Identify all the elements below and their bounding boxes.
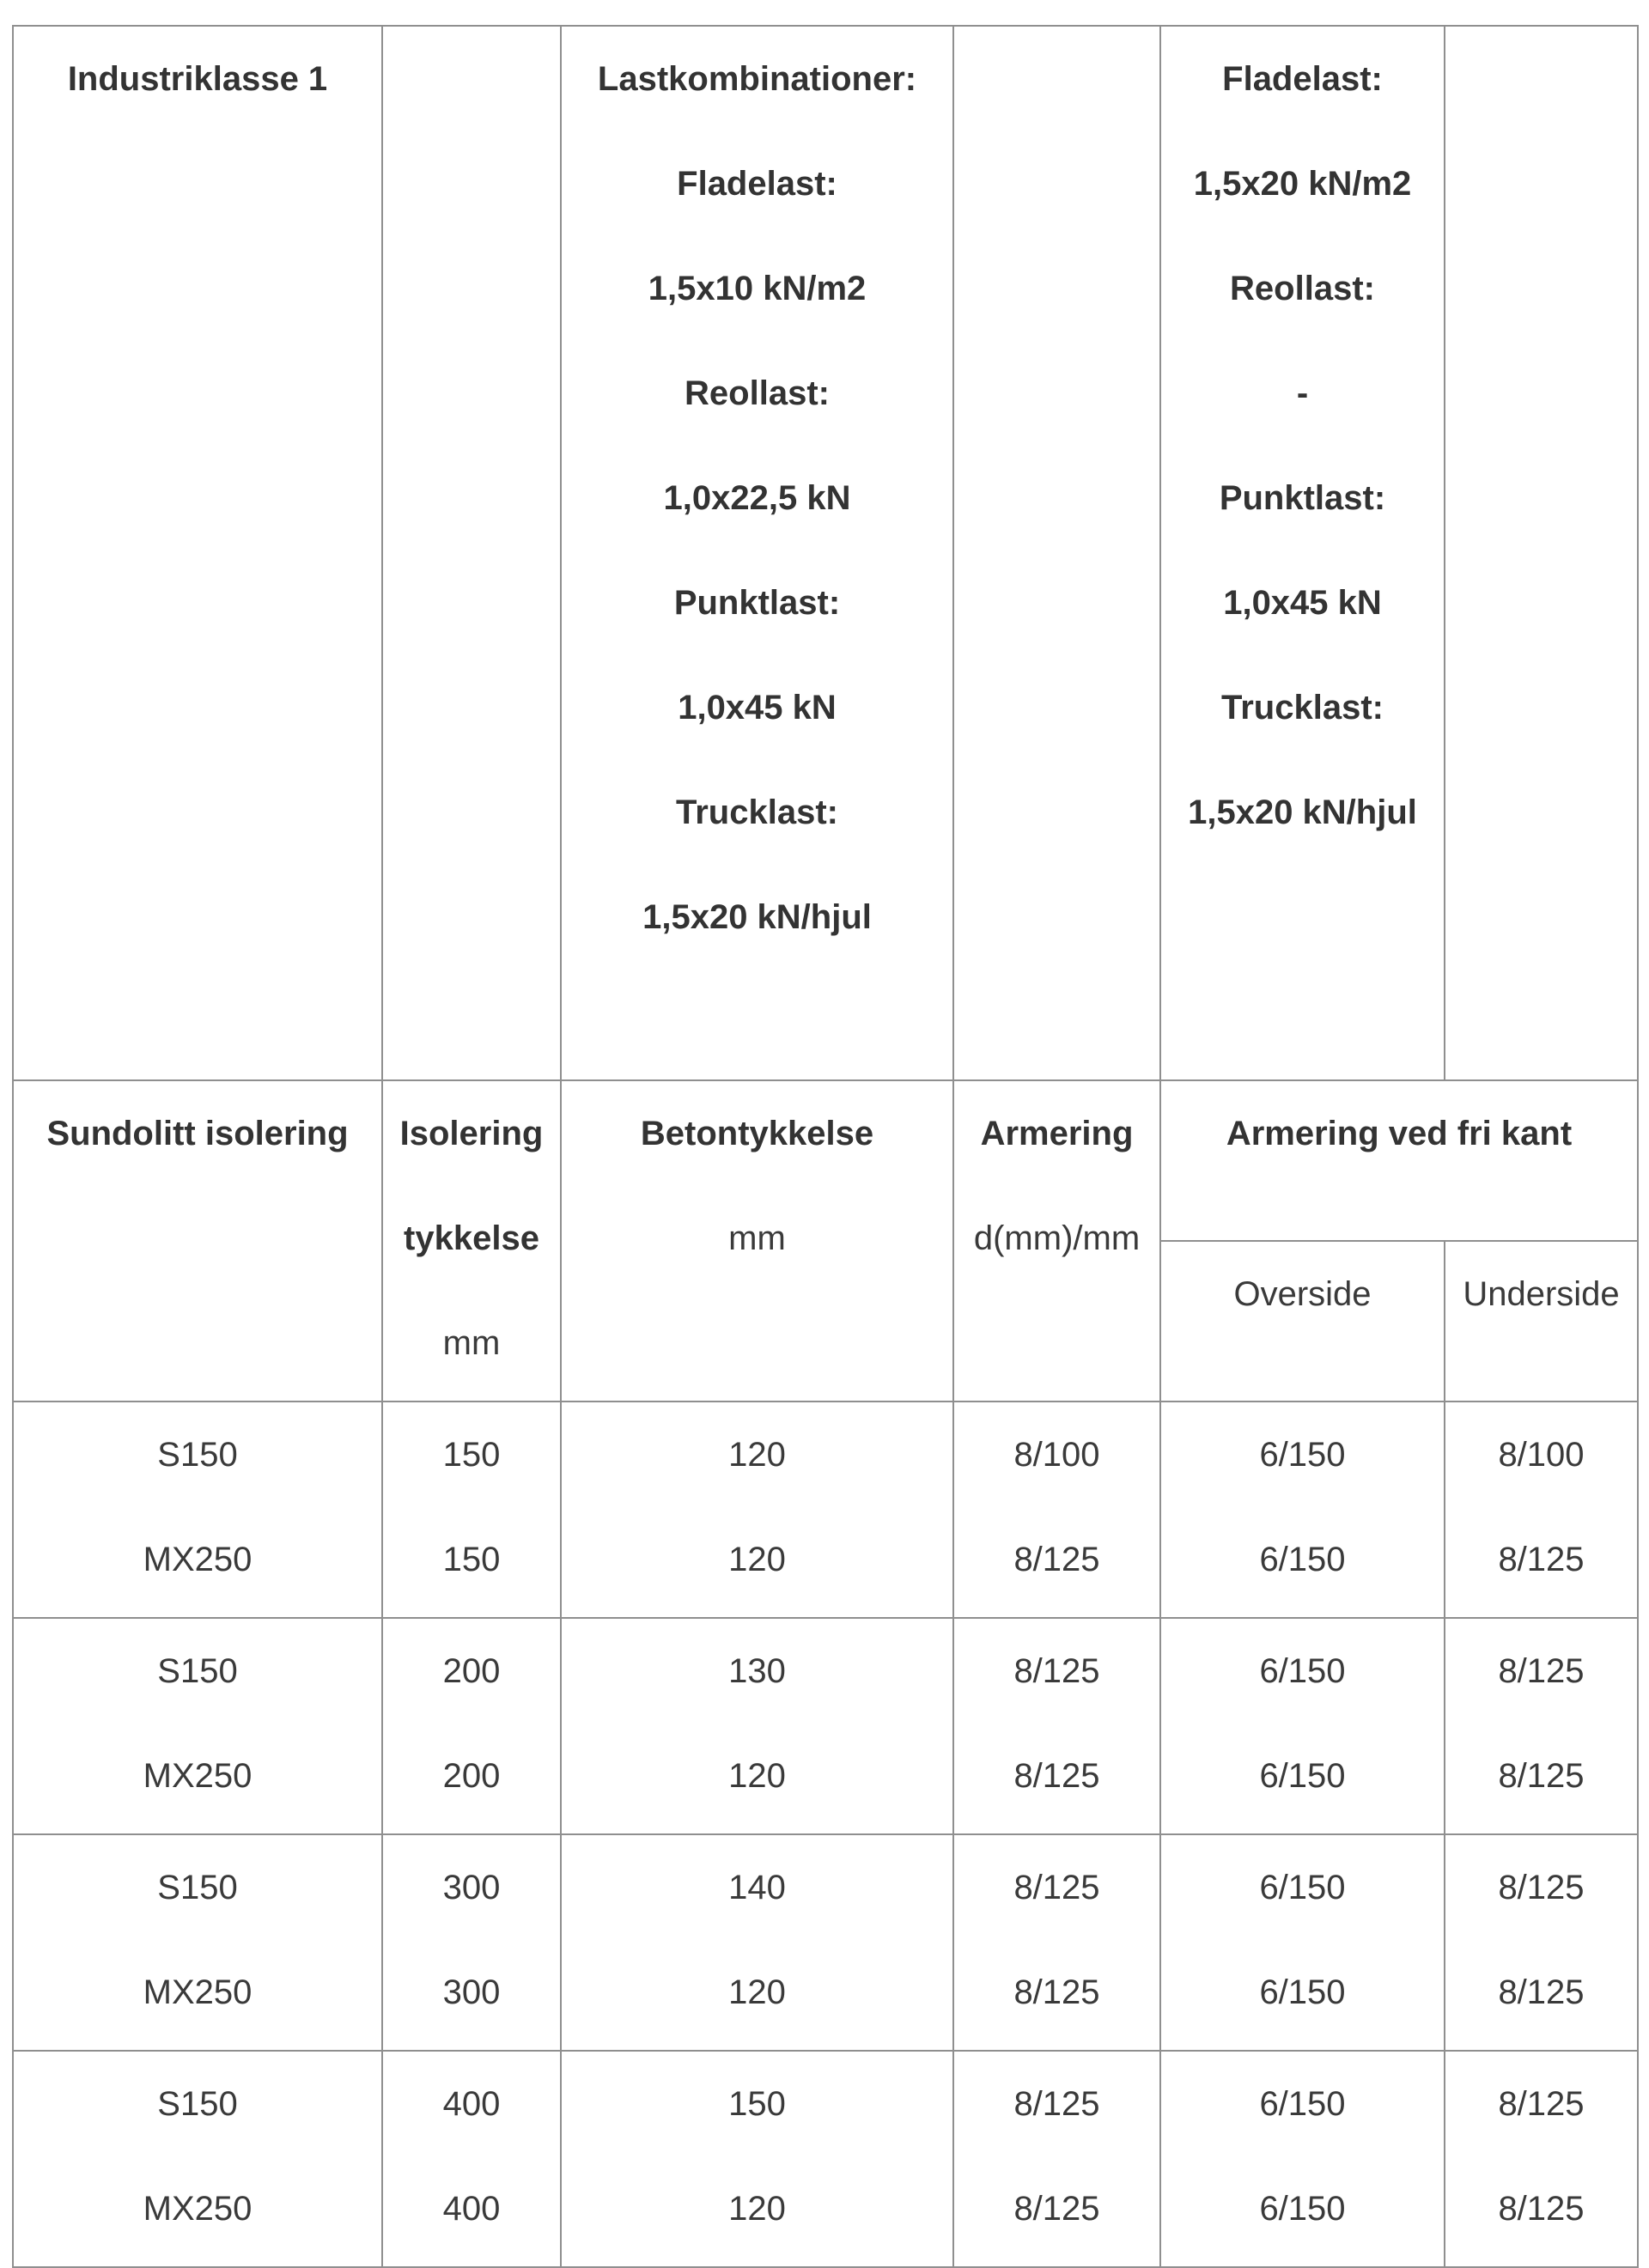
reinforcement-cell	[953, 1618, 1160, 1834]
insulation-cell	[13, 2051, 382, 2267]
cell-value: 8/125	[1498, 2085, 1585, 2123]
cell-line: Trucklast:	[1221, 689, 1384, 727]
bottom-cell	[1445, 1618, 1638, 1834]
cell-value: 400	[442, 2190, 501, 2228]
cell-value: 8/125	[1498, 2190, 1585, 2228]
cell-value: 8/125	[1498, 1973, 1585, 2011]
cell-value: 6/150	[1259, 1973, 1346, 2011]
cell-value: 200	[442, 1652, 501, 1690]
cell-value: 8/125	[1498, 1652, 1585, 1690]
bottom-cell	[1445, 1834, 1638, 2051]
cell-value: S150	[157, 1436, 238, 1474]
load-table	[12, 25, 1639, 2268]
cell-value: 8/125	[1013, 1541, 1100, 1578]
reinforcement-cell	[953, 1402, 1160, 1618]
reinforcement-cell	[953, 2051, 1160, 2267]
concrete-cell	[561, 1834, 953, 2051]
cell-value: 8/125	[1498, 1869, 1585, 1906]
table-row	[13, 1618, 1638, 1834]
thickness-cell	[382, 1834, 561, 2051]
cell-value: 6/150	[1259, 1757, 1346, 1795]
cell-value: 400	[442, 2085, 501, 2123]
cell-value: S150	[157, 1652, 238, 1690]
table-row	[13, 1402, 1638, 1618]
thickness-cell	[382, 1402, 561, 1618]
top-side-header	[1160, 1241, 1445, 1402]
cell-line: 1,0x45 kN	[1223, 584, 1382, 622]
cell-line: Punktlast:	[1219, 479, 1386, 517]
top-cell	[1160, 1618, 1445, 1834]
cell-value: 6/150	[1259, 1869, 1346, 1906]
insulation-header	[13, 1080, 382, 1402]
cell-value: 8/125	[1013, 2085, 1100, 2123]
cell-line: 1,5x20 kN/m2	[1193, 165, 1412, 203]
cell-value: 8/100	[1498, 1436, 1585, 1474]
edge-reinforcement-header	[1160, 1080, 1638, 1241]
reinforcement-header	[953, 1080, 1160, 1402]
cell-value: 120	[728, 1973, 786, 2011]
cell-line: 1,5x20 kN/hjul	[1188, 793, 1417, 831]
cell-line: -	[1296, 374, 1309, 412]
load-combination-a-cell	[561, 26, 953, 1080]
top-cell	[1160, 2051, 1445, 2267]
cell-value: 120	[728, 1541, 786, 1578]
cell-line: Lastkombinationer:	[597, 60, 917, 98]
cell-value: 6/150	[1259, 1436, 1346, 1474]
cell-line: Trucklast:	[676, 793, 838, 831]
cell-value: 6/150	[1259, 2190, 1346, 2228]
empty-cell	[1445, 26, 1638, 1080]
concrete-cell	[561, 1618, 953, 1834]
reinforcement-cell	[953, 1834, 1160, 2051]
cell-value: S150	[157, 1869, 238, 1906]
insulation-cell	[13, 1402, 382, 1618]
bottom-side-header	[1445, 1241, 1638, 1402]
cell-value: 130	[728, 1652, 786, 1690]
cell-line: Isolering	[399, 1115, 544, 1152]
industry-class-cell	[13, 26, 382, 1080]
cell-line: 1,5x20 kN/hjul	[642, 898, 872, 936]
cell-value: 300	[442, 1973, 501, 2011]
cell-line: 1,5x10 kN/m2	[648, 270, 867, 307]
insulation-cell	[13, 1834, 382, 2051]
cell-value: MX250	[143, 1757, 253, 1795]
insulation-header-label: Sundolitt isolering	[46, 1115, 349, 1152]
cell-line: Reollast:	[685, 374, 830, 412]
cell-value: MX250	[143, 2190, 253, 2228]
concrete-cell	[561, 1402, 953, 1618]
cell-line: tykkelse	[404, 1219, 539, 1257]
cell-value: 120	[728, 1757, 786, 1795]
cell-value: 6/150	[1259, 1652, 1346, 1690]
cell-value: 200	[442, 1757, 501, 1795]
cell-line: Reollast:	[1230, 270, 1375, 307]
cell-value: 120	[728, 1436, 786, 1474]
insulation-cell	[13, 1618, 382, 1834]
top-cell	[1160, 1834, 1445, 2051]
cell-value: S150	[157, 2085, 238, 2123]
cell-value: 300	[442, 1869, 501, 1906]
thickness-header	[382, 1080, 561, 1402]
cell-line: mm	[442, 1324, 501, 1362]
bottom-side-label: Underside	[1463, 1275, 1620, 1313]
cell-value: 8/125	[1013, 1757, 1100, 1795]
top-cell	[1160, 1402, 1445, 1618]
cell-value: MX250	[143, 1541, 253, 1578]
cell-value: 8/125	[1498, 1541, 1585, 1578]
empty-cell	[382, 26, 561, 1080]
cell-value: 150	[728, 2085, 786, 2123]
edge-reinforcement-label: Armering ved fri kant	[1226, 1115, 1573, 1152]
cell-value: MX250	[143, 1973, 253, 2011]
cell-line: Punktlast:	[673, 584, 841, 622]
cell-line: Fladelast:	[1222, 60, 1383, 98]
thickness-cell	[382, 2051, 561, 2267]
cell-value: 150	[442, 1541, 501, 1578]
cell-value: 8/125	[1013, 1869, 1100, 1906]
table-row	[13, 2051, 1638, 2267]
industry-class-label: Industriklasse 1	[67, 60, 328, 98]
concrete-cell	[561, 2051, 953, 2267]
table-body	[13, 1402, 1638, 2267]
cell-value: 6/150	[1259, 1541, 1346, 1578]
cell-line: Fladelast:	[677, 165, 837, 203]
cell-line: Armering	[980, 1115, 1134, 1152]
empty-cell	[953, 26, 1160, 1080]
cell-line: 1,0x45 kN	[678, 689, 837, 727]
cell-value: 150	[442, 1436, 501, 1474]
cell-value: 8/125	[1498, 1757, 1585, 1795]
top-side-label: Overside	[1233, 1275, 1372, 1313]
cell-line: mm	[728, 1219, 786, 1257]
load-combination-b-cell	[1160, 26, 1445, 1080]
cell-value: 8/125	[1013, 2190, 1100, 2228]
cell-value: 120	[728, 2190, 786, 2228]
load-combination-row	[13, 26, 1638, 1080]
cell-line: Betontykkelse	[640, 1115, 874, 1152]
table-row	[13, 1834, 1638, 2051]
cell-value: 140	[728, 1869, 786, 1906]
cell-value: 6/150	[1259, 2085, 1346, 2123]
bottom-cell	[1445, 2051, 1638, 2267]
cell-line: 1,0x22,5 kN	[663, 479, 851, 517]
header-row	[13, 1080, 1638, 1241]
concrete-header	[561, 1080, 953, 1402]
cell-value: 8/100	[1013, 1436, 1100, 1474]
cell-value: 8/125	[1013, 1652, 1100, 1690]
cell-line: d(mm)/mm	[973, 1219, 1141, 1257]
cell-value: 8/125	[1013, 1973, 1100, 2011]
thickness-cell	[382, 1618, 561, 1834]
bottom-cell	[1445, 1402, 1638, 1618]
